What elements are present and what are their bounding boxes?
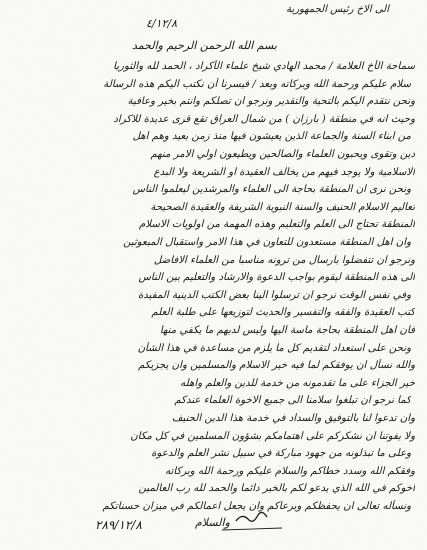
letter-body-line: ونسأله تعالى ان يحفظكم ويرعاكم وان يجعل اعمالكم في ميزان حسناتكم bbox=[102, 501, 411, 512]
letter-body-line: وفقكم الله وسدد خطاكم والسلام عليكم ورحمة الله وبركاته bbox=[165, 465, 415, 477]
letter-body-line: ونحن نرى ان المنطقة بحاجة الى العلماء والمرشدين ليعلموا الناس bbox=[132, 184, 411, 196]
letter-body-line: والله نسأل ان يوفقكم لما فيه خير الاسلام والمسلمين وان يجزيكم bbox=[138, 360, 415, 372]
letter-body-line: كتب العقيدة والفقه والتفسير والحديث لتوزيعها على طلبة العلم bbox=[151, 307, 415, 319]
letter-body-line: ونحن على استعداد لتقديم كل ما يلزم من مساعدة في هذا الشأن bbox=[137, 342, 411, 354]
letter-body-line: سلام عليكم ورحمة الله وبركاته وبعد / فيسرنا أن نكتب اليكم هذه الرسالة bbox=[103, 78, 411, 90]
letter-body-line: سماحة الأخ العلامة / محمد الهادي شيخ علماء الأكراد ، الحمد لله والثوريا bbox=[113, 61, 415, 72]
letter-body-line: ونحن نتقدم اليكم بالتحية والتقدير ونرجو ان تصلكم وانتم بخير وعافية bbox=[127, 96, 415, 108]
letter-header-line-1: الى الاخ رئيس الجمهورية bbox=[286, 4, 389, 15]
letter-body-line: وان اهل المنطقة مستعدون للتعاون في هذا الامر واستقبال المبعوثين bbox=[123, 237, 411, 248]
letter-body-line: فان اهل المنطقة بحاجة ماسة اليها وليس لديهم ما يكفي منها bbox=[159, 325, 415, 336]
letter-body-line: ولا يفوتنا ان نشكركم على اهتمامكم بشؤون المسلمين في كل مكان bbox=[130, 430, 415, 442]
letter-body-line: دين وتقوى ويحبون العلماء والصالحين ويطيعون اولي الامر منهم bbox=[150, 149, 415, 160]
letter-header-line-2: ٤/١٢/٨ bbox=[145, 17, 177, 30]
letter-body-line: الى هذه المنطقة ليقوم بواجب الدعوة والارشاد والتعليم بين الناس bbox=[138, 272, 415, 284]
letter-body-line: المنطقة تحتاج الى العلم والتعليم وهذه المهمة من اولويات الاسلام bbox=[139, 219, 415, 231]
letter-body-line: من ابناء السنة والجماعة الذين يعيشون فيها منذ زمن بعيد وهم اهل bbox=[132, 131, 411, 143]
letter-body-line: وحيث انه في منطقة ( بارزان ) من شمال العراق تقع قرى عديدة للاكراد bbox=[113, 113, 415, 125]
letter-body-line: وعلى ما تبذلونه من جهود مباركة في سبيل نشر العلم والدعوة bbox=[151, 448, 411, 460]
letter-date-footer: ٢٨٩/١٢/٨ bbox=[95, 518, 142, 532]
letter-body-line: اخوكم في الله الذي يدعو لكم بالخير دائما والحمد لله رب العالمين bbox=[138, 483, 415, 495]
letter-body-line: تعاليم الاسلام الحنيف والسنة النبوية الشريفة والعقيدة الصحيحة bbox=[150, 201, 415, 213]
letter-body-line: الاسلامية ولا يوجد فيهم من يخالف العقيدة او الشريعة ولا البدع bbox=[153, 166, 415, 178]
letter-closing: والسلام bbox=[195, 516, 230, 529]
letter-body-line: ونرجو ان تتفضلوا بارسال من ترونه مناسبا من العلماء الافاضل bbox=[153, 254, 415, 266]
letter-body-line: خير الجزاء على ما تقدمونه من خدمة للدين والعلم واهله bbox=[180, 377, 415, 389]
letter-body-line: كما نرجو ان تبلغوا سلامنا الى جميع الاخوة العلماء عندكم bbox=[174, 395, 411, 407]
letter-body-line: وفي نفس الوقت نرجو ان ترسلوا الينا بعض الكتب الدينية المفيدة bbox=[137, 289, 411, 301]
letter-salutation: بسم الله الرحمن الرحيم والحمد bbox=[131, 39, 277, 52]
letter-body-line: وان تدعوا لنا بالتوفيق والسداد في خدمة هذا الدين الحنيف bbox=[171, 413, 415, 424]
